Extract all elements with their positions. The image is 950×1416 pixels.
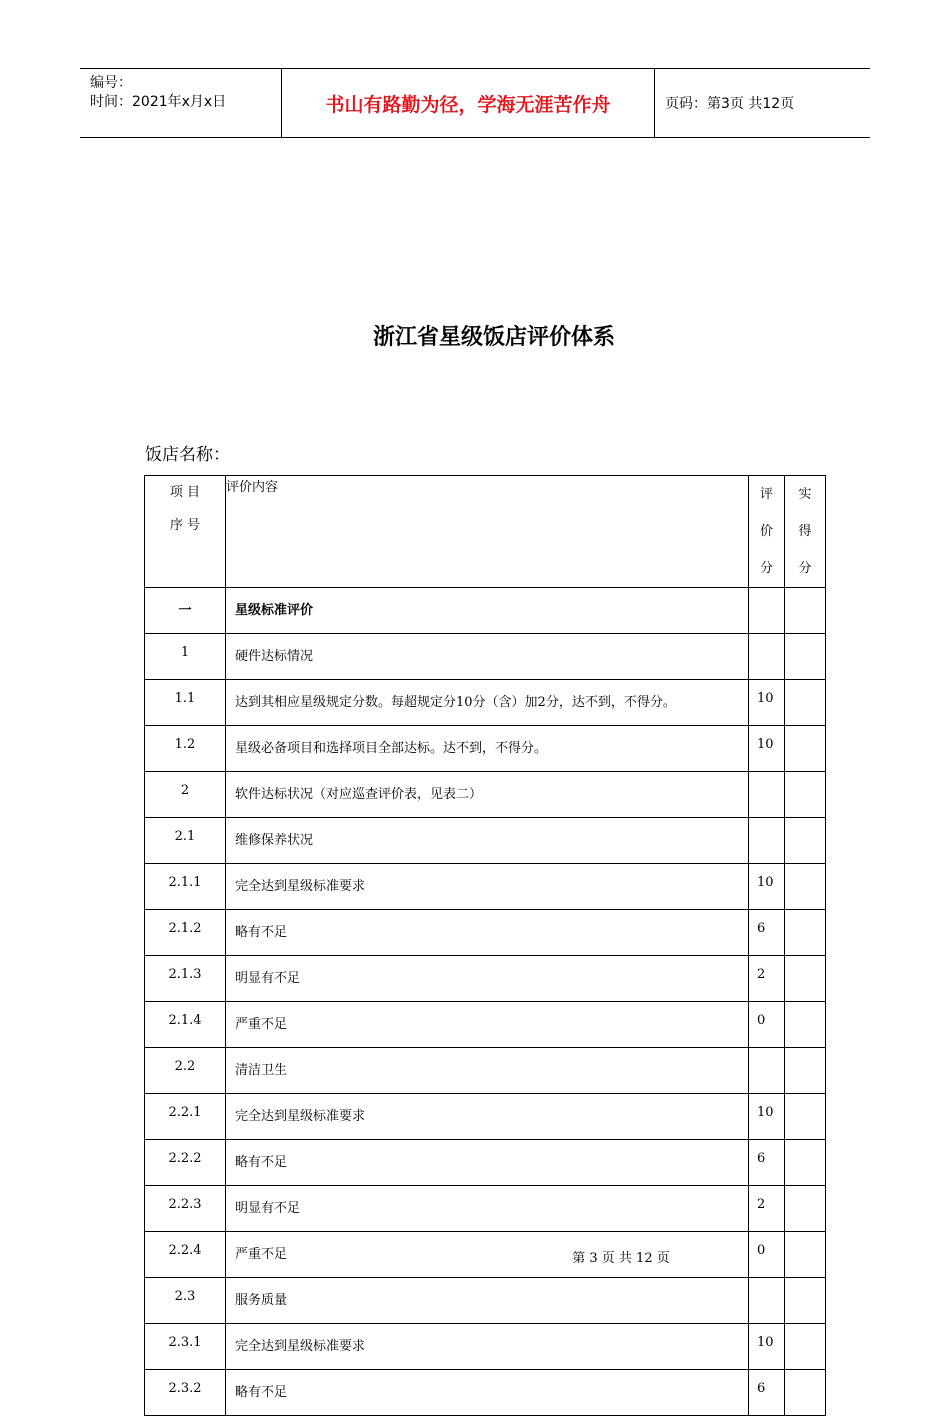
header-actual-char: 得 xyxy=(798,524,812,539)
row-score-cell: 6 xyxy=(749,1140,785,1186)
row-content-cell: 略有不足 xyxy=(226,910,749,956)
header-actual-char: 实 xyxy=(798,487,812,502)
table-row xyxy=(145,1094,826,1140)
table-row xyxy=(145,1140,826,1186)
table-row xyxy=(145,588,826,634)
row-number-cell: 2.1.1 xyxy=(145,864,226,910)
row-content-cell: 硬件达标情况 xyxy=(226,634,749,680)
row-content-cell: 明显有不足 xyxy=(226,1186,749,1232)
row-content-cell: 明显有不足 xyxy=(226,956,749,1002)
row-number-cell: 2.1.2 xyxy=(145,910,226,956)
header-score-char: 分 xyxy=(759,561,773,576)
row-actual-cell xyxy=(785,1370,826,1416)
row-actual-cell xyxy=(785,1002,826,1048)
row-score-cell xyxy=(749,1278,785,1324)
row-content-cell: 严重不足 xyxy=(226,1232,749,1278)
row-content-cell: 软件达标状况（对应巡查评价表，见表二） xyxy=(226,772,749,818)
row-number-cell: 2.1 xyxy=(145,818,226,864)
row-number-cell: 2.1.3 xyxy=(145,956,226,1002)
row-score-cell: 0 xyxy=(749,1232,785,1278)
row-score-cell xyxy=(749,588,785,634)
row-score-cell: 10 xyxy=(749,864,785,910)
table-row xyxy=(145,726,826,772)
row-content-cell: 略有不足 xyxy=(226,1140,749,1186)
header-motto: 书山有路勤为径，学海无涯苦作舟 xyxy=(282,69,655,137)
row-number-cell: 一 xyxy=(145,588,226,634)
table-row xyxy=(145,634,826,680)
row-score-cell xyxy=(749,1048,785,1094)
row-content-cell: 星级必备项目和选择项目全部达标。达不到，不得分。 xyxy=(226,726,749,772)
page-header xyxy=(80,68,870,138)
table-row xyxy=(145,1278,826,1324)
row-actual-cell xyxy=(785,1048,826,1094)
row-number-cell: 2.1.4 xyxy=(145,1002,226,1048)
header-page-info: 页码：第3页 共12页 xyxy=(665,96,795,112)
evaluation-table xyxy=(144,475,826,1416)
row-score-cell xyxy=(749,818,785,864)
row-content-cell: 严重不足 xyxy=(226,1002,749,1048)
table-row xyxy=(145,1048,826,1094)
row-score-cell: 10 xyxy=(749,726,785,772)
row-actual-cell xyxy=(785,1140,826,1186)
row-actual-cell xyxy=(785,772,826,818)
header-score-char: 价 xyxy=(759,524,773,539)
row-content-cell: 清洁卫生 xyxy=(226,1048,749,1094)
row-number-cell: 2.3 xyxy=(145,1278,226,1324)
row-score-cell: 10 xyxy=(749,1324,785,1370)
row-actual-cell xyxy=(785,818,826,864)
row-content-cell: 达到其相应星级规定分数。每超规定分10分（含）加2分，达不到，不得分。 xyxy=(226,680,749,726)
row-content-cell: 星级标准评价 xyxy=(226,588,749,634)
table-row xyxy=(145,910,826,956)
header-seq-line2: 序 号 xyxy=(169,518,201,533)
hotel-name-label: 饭店名称： xyxy=(145,445,230,465)
table-row xyxy=(145,1370,826,1416)
header-actual-char: 分 xyxy=(798,561,812,576)
row-actual-cell xyxy=(785,588,826,634)
row-number-cell: 2.2 xyxy=(145,1048,226,1094)
header-seq-line1: 项 目 xyxy=(169,485,201,500)
row-score-cell: 2 xyxy=(749,1186,785,1232)
table-row xyxy=(145,818,826,864)
header-content-cell: 评价内容 xyxy=(226,476,749,588)
table-row xyxy=(145,680,826,726)
row-number-cell: 1.2 xyxy=(145,726,226,772)
table-row xyxy=(145,772,826,818)
row-content-cell: 服务质量 xyxy=(226,1278,749,1324)
row-number-cell: 1.1 xyxy=(145,680,226,726)
table-row xyxy=(145,1002,826,1048)
row-actual-cell xyxy=(785,1324,826,1370)
table-row xyxy=(145,1186,826,1232)
row-actual-cell xyxy=(785,864,826,910)
table-row xyxy=(145,956,826,1002)
row-number-cell: 1 xyxy=(145,634,226,680)
row-actual-cell xyxy=(785,910,826,956)
header-actual-cell xyxy=(785,476,826,588)
header-seq-cell xyxy=(145,476,226,588)
row-score-cell: 2 xyxy=(749,956,785,1002)
row-score-cell: 10 xyxy=(749,680,785,726)
row-actual-cell xyxy=(785,956,826,1002)
row-number-cell: 2.2.4 xyxy=(145,1232,226,1278)
row-score-cell: 0 xyxy=(749,1002,785,1048)
header-score-char: 评 xyxy=(759,487,773,502)
header-meta xyxy=(80,69,282,137)
row-content-cell: 维修保养状况 xyxy=(226,818,749,864)
row-score-cell xyxy=(749,772,785,818)
row-score-cell xyxy=(749,634,785,680)
row-content-cell: 完全达到星级标准要求 xyxy=(226,1324,749,1370)
row-number-cell: 2.2.3 xyxy=(145,1186,226,1232)
row-number-cell: 2.3.2 xyxy=(145,1370,226,1416)
row-actual-cell xyxy=(785,1186,826,1232)
row-score-cell: 6 xyxy=(749,1370,785,1416)
table-header-row xyxy=(145,476,826,588)
row-score-cell: 6 xyxy=(749,910,785,956)
header-time-label: 时间：2021年x月x日 xyxy=(90,94,227,110)
header-score-cell xyxy=(749,476,785,588)
row-actual-cell xyxy=(785,680,826,726)
row-content-cell: 完全达到星级标准要求 xyxy=(226,864,749,910)
row-number-cell: 2.2.2 xyxy=(145,1140,226,1186)
row-number-cell: 2 xyxy=(145,772,226,818)
row-content-cell: 完全达到星级标准要求 xyxy=(226,1094,749,1140)
row-number-cell: 2.3.1 xyxy=(145,1324,226,1370)
page-footer: 第 3 页 共 12 页 xyxy=(572,1251,670,1266)
row-actual-cell xyxy=(785,634,826,680)
row-score-cell: 10 xyxy=(749,1094,785,1140)
document-title: 浙江省星级饭店评价体系 xyxy=(372,325,615,350)
header-number-label: 编号： xyxy=(90,75,132,91)
row-number-cell: 2.2.1 xyxy=(145,1094,226,1140)
table-row xyxy=(145,1324,826,1370)
table-row xyxy=(145,864,826,910)
row-actual-cell xyxy=(785,1094,826,1140)
row-actual-cell xyxy=(785,726,826,772)
row-actual-cell xyxy=(785,1278,826,1324)
row-content-cell: 略有不足 xyxy=(226,1370,749,1416)
